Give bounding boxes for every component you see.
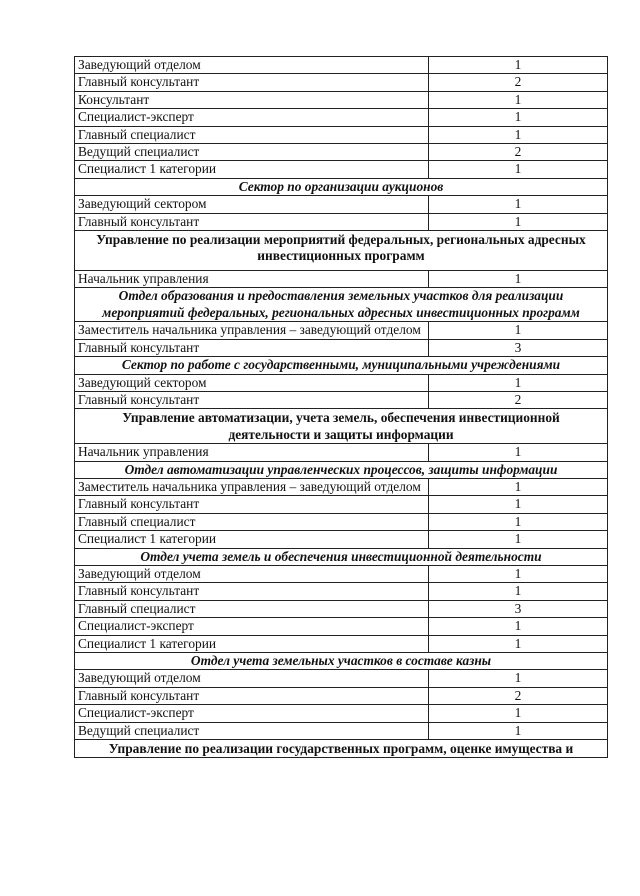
- section-title: Отдел учета земель и обеспечения инвестиционной деятельности: [75, 548, 608, 565]
- section-title: Отдел учета земельных участков в составе казны: [75, 653, 608, 670]
- department-title: Управление по реализации государственных программ, оценке имущества и: [75, 740, 608, 758]
- section-heading-row: [75, 653, 608, 670]
- position-cell: Главный специалист: [75, 600, 429, 617]
- department-title: Управление по реализации мероприятий федеральных, региональных адресных инвестиционных программ: [75, 231, 608, 271]
- count-cell: 2: [429, 391, 608, 408]
- department-heading-row: [75, 409, 608, 444]
- position-cell: Специалист 1 категории: [75, 635, 429, 652]
- section-heading-row: [75, 288, 608, 322]
- department-title: Управление автоматизации, учета земель, обеспечения инвестиционной деятельности и защиты информации: [75, 409, 608, 444]
- table-row: [75, 513, 608, 530]
- table-row: [75, 478, 608, 495]
- count-cell: 1: [429, 618, 608, 635]
- table-row: [75, 339, 608, 356]
- position-cell: Ведущий специалист: [75, 722, 429, 739]
- count-cell: 1: [429, 161, 608, 178]
- position-cell: Заместитель начальника управления – заведующий отделом: [75, 322, 429, 339]
- position-cell: Консультант: [75, 91, 429, 108]
- count-cell: 2: [429, 687, 608, 704]
- count-cell: 1: [429, 496, 608, 513]
- position-cell: Специалист 1 категории: [75, 161, 429, 178]
- count-cell: 1: [429, 705, 608, 722]
- count-cell: 1: [429, 196, 608, 213]
- section-title: Сектор по работе с государственными, муниципальными учреждениями: [75, 357, 608, 374]
- count-cell: 1: [429, 722, 608, 739]
- table-row: [75, 213, 608, 230]
- table-row: [75, 687, 608, 704]
- count-cell: 1: [429, 271, 608, 288]
- count-cell: 1: [429, 478, 608, 495]
- position-cell: Главный консультант: [75, 339, 429, 356]
- count-cell: 1: [429, 109, 608, 126]
- table-row: [75, 109, 608, 126]
- position-cell: Начальник управления: [75, 444, 429, 461]
- count-cell: 2: [429, 74, 608, 91]
- table-row: [75, 670, 608, 687]
- count-cell: 1: [429, 565, 608, 582]
- position-cell: Главный консультант: [75, 391, 429, 408]
- count-cell: 1: [429, 444, 608, 461]
- count-cell: 1: [429, 670, 608, 687]
- position-cell: Специалист-эксперт: [75, 705, 429, 722]
- count-cell: 1: [429, 57, 608, 74]
- position-cell: Главный консультант: [75, 74, 429, 91]
- count-cell: 1: [429, 213, 608, 230]
- count-cell: 1: [429, 374, 608, 391]
- count-cell: 1: [429, 583, 608, 600]
- section-heading-row: [75, 178, 608, 195]
- table-row: [75, 705, 608, 722]
- section-heading-row: [75, 548, 608, 565]
- staffing-table-body: [75, 57, 608, 758]
- staffing-document: [74, 56, 608, 758]
- section-heading-row: [75, 357, 608, 374]
- count-cell: 1: [429, 635, 608, 652]
- count-cell: 3: [429, 600, 608, 617]
- position-cell: Специалист 1 категории: [75, 531, 429, 548]
- table-row: [75, 126, 608, 143]
- table-row: [75, 583, 608, 600]
- table-row: [75, 74, 608, 91]
- position-cell: Главный консультант: [75, 213, 429, 230]
- count-cell: 1: [429, 513, 608, 530]
- table-row: [75, 565, 608, 582]
- position-cell: Главный специалист: [75, 126, 429, 143]
- table-row: [75, 391, 608, 408]
- table-row: [75, 271, 608, 288]
- table-row: [75, 322, 608, 339]
- position-cell: Заведующий отделом: [75, 565, 429, 582]
- position-cell: Специалист-эксперт: [75, 618, 429, 635]
- table-row: [75, 722, 608, 739]
- position-cell: Ведущий специалист: [75, 144, 429, 161]
- table-row: [75, 161, 608, 178]
- table-row: [75, 196, 608, 213]
- table-row: [75, 496, 608, 513]
- count-cell: 1: [429, 322, 608, 339]
- department-heading-row: [75, 231, 608, 271]
- table-row: [75, 444, 608, 461]
- count-cell: 3: [429, 339, 608, 356]
- position-cell: Главный консультант: [75, 496, 429, 513]
- count-cell: 1: [429, 531, 608, 548]
- table-row: [75, 144, 608, 161]
- position-cell: Заведующий отделом: [75, 57, 429, 74]
- section-title: Отдел автоматизации управленческих процессов, защиты информации: [75, 461, 608, 478]
- section-title: Отдел образования и предоставления земельных участков для реализации мероприятий федеральных, региональных адресных инвестиционных программ: [75, 288, 608, 322]
- position-cell: Главный консультант: [75, 687, 429, 704]
- count-cell: 2: [429, 144, 608, 161]
- position-cell: Главный специалист: [75, 513, 429, 530]
- position-cell: Специалист-эксперт: [75, 109, 429, 126]
- department-heading-row: [75, 740, 608, 758]
- table-row: [75, 374, 608, 391]
- table-row: [75, 600, 608, 617]
- table-row: [75, 57, 608, 74]
- table-row: [75, 635, 608, 652]
- position-cell: Заведующий сектором: [75, 196, 429, 213]
- section-title: Сектор по организации аукционов: [75, 178, 608, 195]
- staffing-table: [74, 56, 608, 758]
- position-cell: Заведующий отделом: [75, 670, 429, 687]
- position-cell: Главный консультант: [75, 583, 429, 600]
- count-cell: 1: [429, 126, 608, 143]
- table-row: [75, 531, 608, 548]
- position-cell: Заместитель начальника управления – заведующий отделом: [75, 478, 429, 495]
- section-heading-row: [75, 461, 608, 478]
- table-row: [75, 91, 608, 108]
- position-cell: Начальник управления: [75, 271, 429, 288]
- position-cell: Заведующий сектором: [75, 374, 429, 391]
- count-cell: 1: [429, 91, 608, 108]
- table-row: [75, 618, 608, 635]
